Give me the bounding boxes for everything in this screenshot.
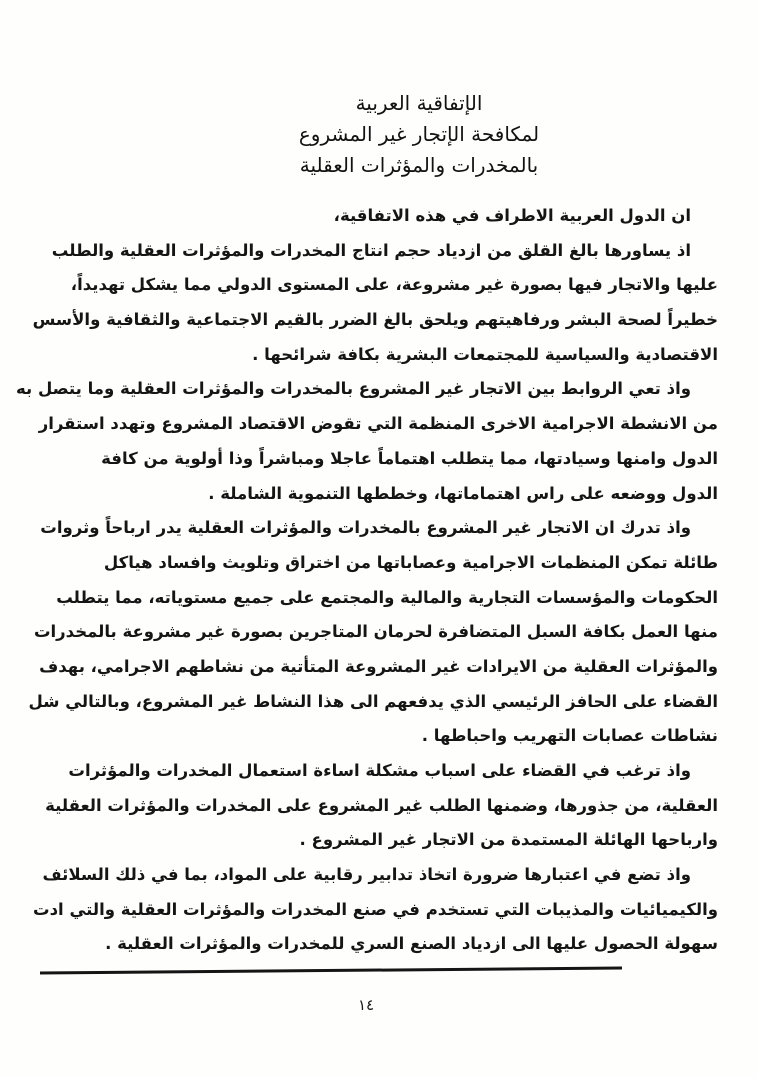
body-line: الدول ووضعه على راس اهتماماتها، وخططها التنموية الشاملة . (208, 483, 718, 503)
body-line: واذ ترغب في القضاء على اسباب مشكلة اساءة استعمال المخدرات والمؤثرات (68, 761, 691, 780)
body-line: من الانشطة الاجرامية الاخرى المنظمة التي تقوض الاقتصاد المشروع وتهدد استقرار (38, 414, 718, 434)
title-line: الإتفاقية العربية (355, 91, 483, 115)
body-line: واذ تدرك ان الاتجار غير المشروع بالمخدرات والمؤثرات العقلية يدر ارباحاً وثروات (40, 518, 691, 538)
body-line: واذ تضع في اعتبارها ضرورة اتخاذ تدابير رقابية على المواد، بما في ذلك السلائف (42, 865, 691, 885)
body-line: ان الدول العربية الاطراف في هذه الاتفاقية، (333, 206, 691, 225)
title-line: بالمخدرات والمؤثرات العقلية (299, 153, 539, 177)
body-line: وارباحها الهائلة المستمدة من الاتجار غير المشروع . (299, 830, 718, 850)
body-line: والكيميائيات والمذيبات التي تستخدم في صنع المخدرات والمؤثرات العقلية والتي ادت (33, 899, 718, 919)
body-line: العقلية، من جذورها، وضمنها الطلب غير المشروع على المخدرات والمؤثرات العقلية (45, 795, 718, 815)
body-line: واذ تعي الروابط بين الاتجار غير المشروع بالمخدرات والمؤثرات العقلية وما يتصل به (16, 379, 691, 399)
body-line: الدول وامنها وسيادتها، مما يتطلب اهتماماً عاجلا ومباشراً وذا أولوية من كافة (101, 448, 718, 468)
body-line: خطيراً لصحة البشر ورفاهيتهم ويلحق بالغ الضرر بالقيم الاجتماعية والثقافية والأسس (32, 310, 718, 330)
body-line: والمؤثرات العقلية من الايرادات غير المشروعة المتأتية من نشاطهم الاجرامي، بهدف (39, 656, 718, 676)
body-line: الاقتصادية والسياسية للمجتمعات البشرية بكافة شرائحها . (252, 344, 718, 364)
body-line: اذ يساورها بالغ القلق من ازدياد حجم انتاج المخدرات والمؤثرات العقلية والطلب (51, 240, 691, 260)
body-line: طائلة تمكن المنظمات الاجرامية وعصاباتها من اختراق وتلويث وافساد هياكل (103, 552, 718, 572)
title-line: لمكافحة الإتجار غير المشروع (298, 122, 540, 146)
body-line: نشاطات عصابات التهريب واحباطها . (421, 726, 718, 746)
body-line: القضاء على الحافز الرئيسي الذي يدفعهم الى هذا النشاط غير المشروع، وبالتالي شل (28, 691, 718, 711)
body-line: عليها والاتجار فيها بصورة غير مشروعة، على المستوى الدولي مما يشكل تهديداً، (70, 275, 718, 295)
document-body (16, 199, 718, 962)
page-number: ١٤ (357, 996, 375, 1014)
body-line: سهولة الحصول عليها الى ازدياد الصنع السري للمخدرات والمؤثرات العقلية . (105, 934, 718, 954)
body-line: الحكومات والمؤسسات التجارية والمالية والمجتمع على جميع مستوياته، مما يتطلب (56, 587, 718, 607)
document-title (120, 88, 718, 181)
body-line: منها العمل بكافة السبل المتضافرة لحرمان المتاجرين بصورة غير مشروعة بالمخدرات (33, 622, 718, 642)
footer-divider (40, 966, 622, 974)
